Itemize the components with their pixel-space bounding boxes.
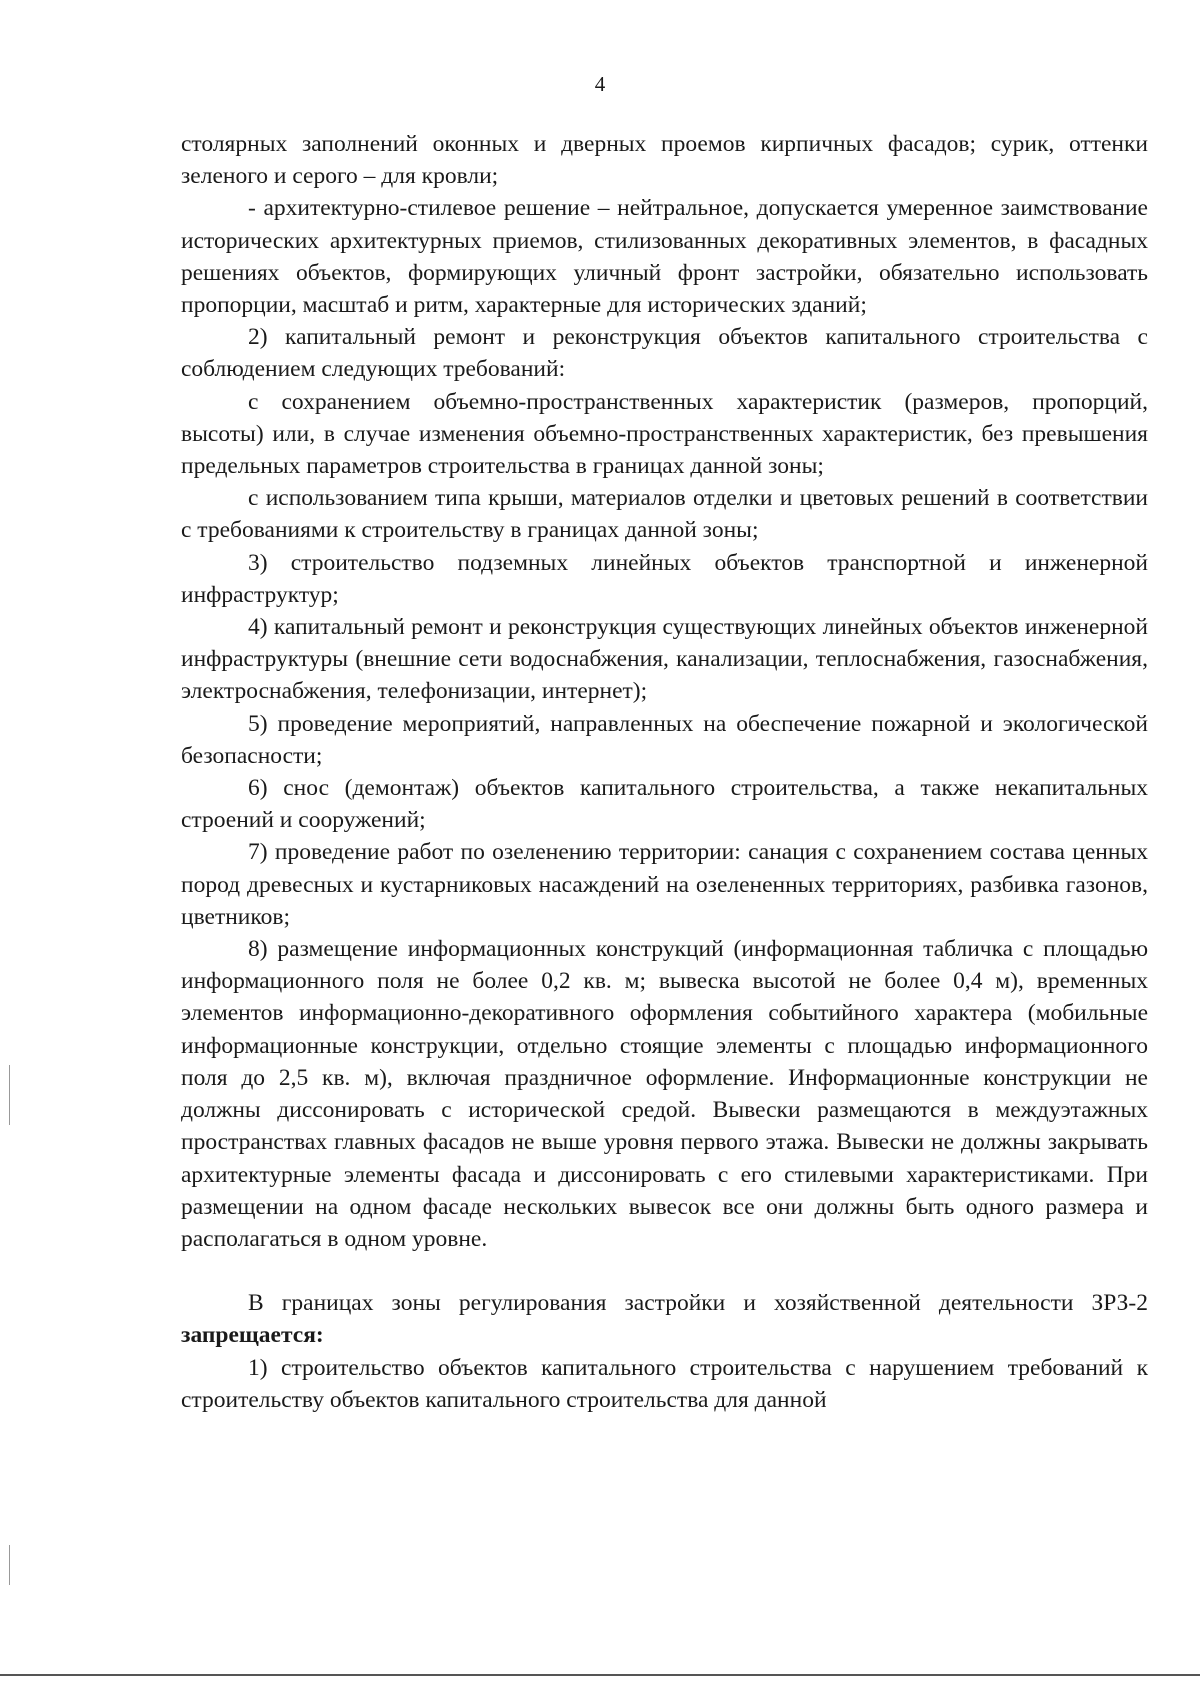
section-intro-text: В границах зоны регулирования застройки и хозяйственной деятельности ЗРЗ-2 <box>248 1290 1148 1317</box>
document-body <box>181 128 1148 1416</box>
scan-edge-line <box>0 1674 1200 1676</box>
paragraph: с сохранением объемно-пространственных характеристик (размеров, пропорций, высоты) или, в случае изменения объемно-пространственных характеристик, без превышения предельных параметров строительства в границах данной зоны; <box>181 388 1148 480</box>
paragraph: с использованием типа крыши, материалов отделки и цветовых решений в соответствии с требованиями к строительству в границах данной зоны; <box>181 485 1148 544</box>
section-intro <box>181 1287 1148 1351</box>
section-intro-bold: запрещается: <box>181 1322 324 1349</box>
paragraph: 6) снос (демонтаж) объектов капитального строительства, а также некапитальных строений и сооружений; <box>181 775 1148 834</box>
paragraph: 4) капитальный ремонт и реконструкция существующих линейных объектов инженерной инфраструктуры (внешние сети водоснабжения, канализации, теплоснабжения, газоснабжения, электроснабжения, телефонизации, интернет); <box>181 614 1148 705</box>
scan-mark <box>9 1065 10 1125</box>
paragraph: столярных заполнений оконных и дверных проемов кирпичных фасадов; сурик, оттенки зеленого и серого – для кровли; <box>181 131 1148 190</box>
paragraph: 5) проведение мероприятий, направленных на обеспечение пожарной и экологической безопасности; <box>181 710 1148 769</box>
paragraph: 8) размещение информационных конструкций (информационная табличка с площадью информационного поля не более 0,2 кв. м; вывеска высотой не более 0,4 м), временных элементов информационно-декоративного оформления событийного характера (мобильные информационные конструкции, отдельно стоящие элементы с площадью информационного поля до 2,5 кв. м), включая праздничное оформление. Информационные конструкции не должны диссонировать с исторической средой. Вывески размещаются в междуэтажных пространствах главных фасадов не выше уровня первого этажа. Вывески не должны закрывать архитектурные элементы фасада и диссонировать с его стилевыми характеристиками. При размещении на одном фасаде нескольких вывесок все они должны быть одного размера и располагаться в одном уровне. <box>181 936 1148 1252</box>
paragraph: 2) капитальный ремонт и реконструкция объектов капитального строительства с соблюдением следующих требований: <box>181 324 1148 383</box>
paragraph: 3) строительство подземных линейных объектов транспортной и инженерной инфраструктур; <box>181 549 1148 608</box>
paragraph: 7) проведение работ по озеленению территории: санация с сохранением состава ценных пород древесных и кустарниковых насаждений на озелененных территориях, разбивка газонов, цветников; <box>181 839 1148 930</box>
scan-mark <box>9 1545 10 1585</box>
paragraph: - архитектурно-стилевое решение – нейтральное, допускается умеренное заимствование исторических архитектурных приемов, стилизованных декоративных элементов, в фасадных решениях объектов, формирующих уличный фронт застройки, обязательно использовать пропорции, масштаб и ритм, характерные для исторических зданий; <box>181 195 1148 319</box>
page-number: 4 <box>594 72 606 96</box>
paragraph: 1) строительство объектов капитального строительства с нарушением требований к строительству объектов капитального строительства для данной <box>181 1354 1148 1413</box>
